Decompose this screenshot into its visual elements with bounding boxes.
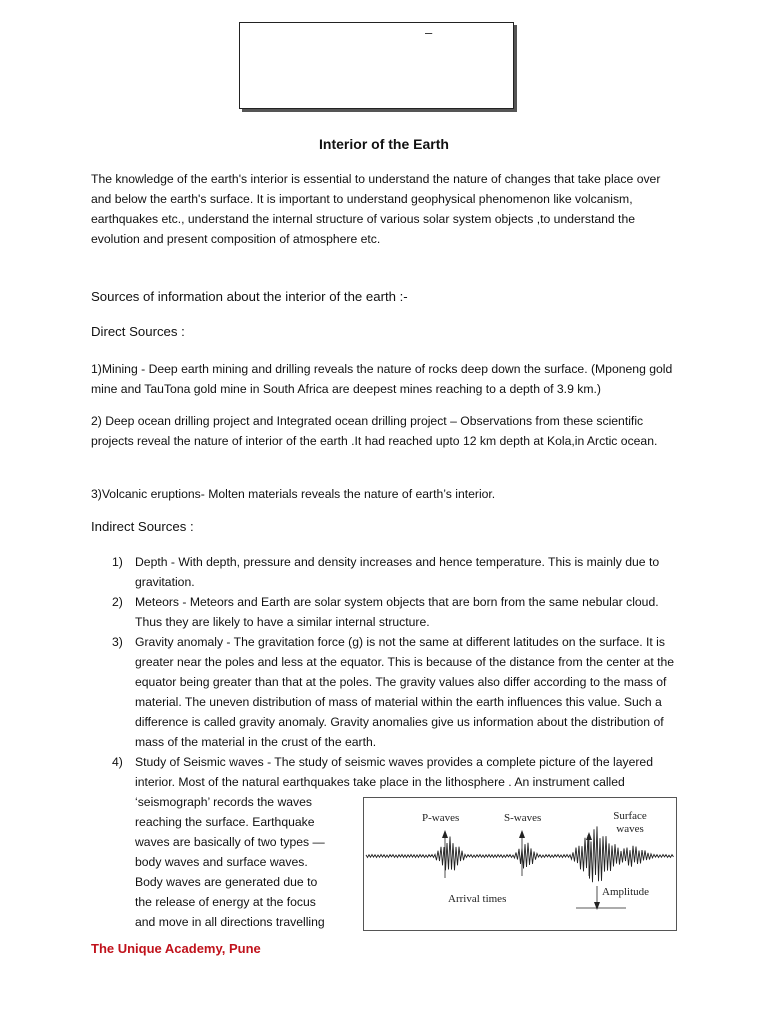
list-number: 4) bbox=[112, 755, 123, 769]
list-number: 2) bbox=[112, 595, 123, 609]
p-waves-label: P-waves bbox=[422, 812, 460, 824]
seismograph-figure bbox=[363, 797, 677, 931]
list-number: 3) bbox=[112, 635, 123, 649]
page-title: Interior of the Earth bbox=[319, 136, 449, 152]
list-text: ‘seismograph’ records the waves reaching the surface. Earthquake waves are basically of two types — body waves and surface waves. Body waves are generated due to the release of energy at the focus and move in all directions travelling bbox=[135, 795, 325, 929]
list-number: 1) bbox=[112, 555, 123, 569]
indirect-sources-heading: Indirect Sources : bbox=[91, 519, 194, 534]
list-text: Meteors - Meteors and Earth are solar system objects that are born from the same nebular cloud. Thus they are likely to have a similar internal structure. bbox=[135, 595, 659, 629]
amplitude-label: Amplitude bbox=[602, 886, 650, 898]
direct-sources-heading: Direct Sources : bbox=[91, 324, 185, 339]
s-wave-arrowhead bbox=[519, 830, 525, 838]
intro-paragraph: The knowledge of the earth's interior is essential to understand the nature of changes that take place over and below the earth's surface. It is important to understand geophysical phenomenon like volcanism, earthquakes etc., understand the internal structure of various solar system objects ,to understand the evolution and present composition of atmosphere etc. bbox=[91, 172, 661, 246]
amplitude-arrowhead bbox=[594, 902, 600, 910]
p-wave-arrowhead bbox=[442, 830, 448, 838]
direct-item-volcanic: 3)Volcanic eruptions- Molten materials reveals the nature of earth’s interior. bbox=[91, 487, 496, 501]
header-mark: – bbox=[425, 25, 433, 40]
s-waves-label: S-waves bbox=[504, 812, 542, 824]
list-text: Study of Seismic waves - The study of seismic waves provides a complete picture of the layered interior. Most of the natural earthquakes take place in the lithosphere . An instrument called bbox=[135, 755, 653, 789]
arrival-times-label: Arrival times bbox=[448, 893, 507, 905]
footer-academy-name: The Unique Academy, Pune bbox=[91, 941, 261, 956]
list-text: Depth - With depth, pressure and density increases and hence temperature. This is mainly due to gravitation. bbox=[135, 555, 660, 589]
direct-item-mining: 1)Mining - Deep earth mining and drilling reveals the nature of rocks deep down the surface. (Mponeng gold mine and TauTona gold mine in South Africa are deepest mines reaching to a depth of 3.9 km.) bbox=[91, 362, 673, 396]
surface-waves-label: Surface waves bbox=[613, 810, 647, 835]
sources-heading: Sources of information about the interior of the earth :- bbox=[91, 289, 408, 304]
direct-item-drilling: 2) Deep ocean drilling project and Integrated ocean drilling project – Observations from these scientific projects reveal the nature of interior of the earth .It had reached upto 12 km depth at Kola,in Arctic ocean. bbox=[91, 414, 658, 448]
header-box bbox=[239, 22, 514, 109]
surface-wave-arrowhead bbox=[586, 832, 592, 840]
list-text: Gravity anomaly - The gravitation force (g) is not the same at different latitudes on the surface. It is greater near the poles and less at the equator. This is because of the distance from the center at the equator being greater than that at the poles. The gravity values also differ according to the mass of material. The uneven distribution of mass of material within the earth influences this value. Such a difference is called gravity anomaly. Gravity anomalies give us information about the distribution of mass of the material in the crust of the earth. bbox=[135, 635, 675, 749]
